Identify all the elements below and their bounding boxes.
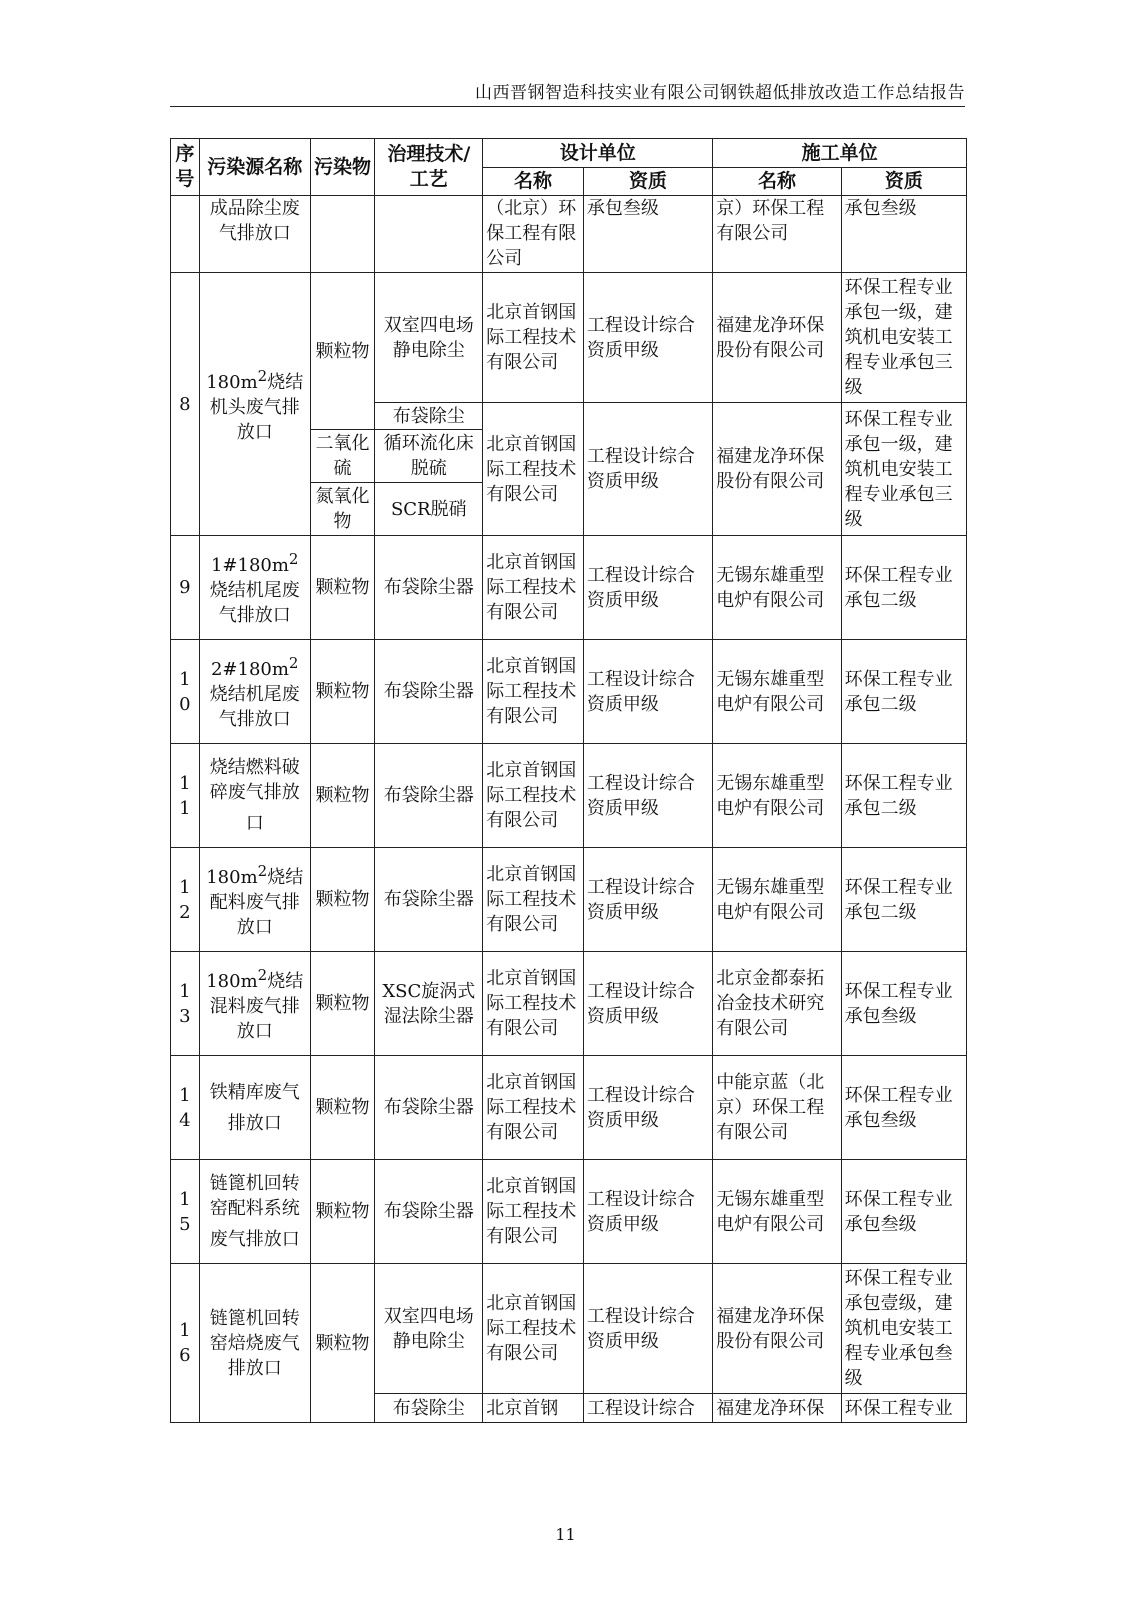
cell-tech: 双室四电场静电除尘 (375, 273, 483, 403)
cell-design-name: （北京）环保工程有限公司 (483, 196, 584, 273)
page-number: 11 (555, 1525, 576, 1544)
cell-design-qual: 工程设计综合资质甲级 (583, 640, 712, 744)
cell-seq: 14 (171, 1056, 200, 1160)
cell-pollutant: 二氧化硫 (310, 430, 375, 483)
cell-tech: 布袋除尘 (375, 1394, 483, 1423)
cell-cons-qual: 环保工程专业承包一级，建筑机电安装工程专业承包三级 (841, 403, 966, 536)
cell-seq: 15 (171, 1160, 200, 1264)
cell-pollutant: 颗粒物 (310, 744, 375, 848)
cell-design-name: 北京首钢国际工程技术有限公司 (483, 1264, 584, 1394)
cell-pollutant: 氮氧化物 (310, 483, 375, 536)
cell-source: $2\#180m^2$烧结机尾废气排放口 (199, 640, 310, 744)
cell-cons-qual: 环保工程专业承包二级 (841, 536, 966, 640)
cell-design-qual: 工程设计综合资质甲级 (583, 1056, 712, 1160)
emission-control-table (170, 138, 967, 1423)
cell-cons-qual: 环保工程专业 (841, 1394, 966, 1423)
cell-design-qual: 工程设计综合资质甲级 (583, 744, 712, 848)
table-row (171, 273, 967, 403)
cell-cons-name: 京）环保工程有限公司 (713, 196, 841, 273)
header-design-name: 名称 (483, 168, 584, 196)
cell-pollutant: 颗粒物 (310, 1160, 375, 1264)
cell-design-name: 北京首钢国际工程技术有限公司 (483, 273, 584, 403)
header-design-unit: 设计单位 (483, 139, 713, 168)
cell-tech: 布袋除尘 (375, 403, 483, 430)
header-design-qual: 资质 (583, 168, 712, 196)
header-cons-name: 名称 (713, 168, 841, 196)
cell-source: $180m^2$烧结机头废气排放口 (199, 273, 310, 536)
cell-design-name: 北京首钢国际工程技术有限公司 (483, 848, 584, 952)
header-construction-unit: 施工单位 (713, 139, 967, 168)
cell-design-qual: 工程设计综合资质甲级 (583, 1160, 712, 1264)
cell-source: $180m^2$烧结混料废气排放口 (199, 952, 310, 1056)
cell-cons-qual: 环保工程专业承包二级 (841, 744, 966, 848)
header-cons-qual: 资质 (841, 168, 966, 196)
cell-design-qual: 工程设计综合资质甲级 (583, 848, 712, 952)
cell-design-qual: 工程设计综合资质甲级 (583, 952, 712, 1056)
header-rule (170, 106, 965, 107)
cell-design-qual: 工程设计综合资质甲级 (583, 273, 712, 403)
cell-design-name: 北京首钢国际工程技术有限公司 (483, 952, 584, 1056)
cell-seq: 16 (171, 1264, 200, 1423)
table-row (171, 744, 967, 848)
cell-tech: 双室四电场静电除尘 (375, 1264, 483, 1394)
cell-design-qual: 工程设计综合资质甲级 (583, 1264, 712, 1394)
header-seq: 序号 (171, 139, 200, 196)
cell-design-qual: 承包叁级 (583, 196, 712, 273)
cell-cons-name: 中能京蓝（北京）环保工程有限公司 (713, 1056, 841, 1160)
header-source: 污染源名称 (199, 139, 310, 196)
table-row (171, 196, 967, 273)
cell-pollutant: 颗粒物 (310, 640, 375, 744)
cell-design-name: 北京首钢国际工程技术有限公司 (483, 1160, 584, 1264)
cell-seq: 13 (171, 952, 200, 1056)
cell-seq: 11 (171, 744, 200, 848)
cell-cons-name: 无锡东雄重型电炉有限公司 (713, 744, 841, 848)
cell-tech: 循环流化床脱硫 (375, 430, 483, 483)
cell-tech: XSC旋涡式湿法除尘器 (375, 952, 483, 1056)
cell-cons-name: 福建龙净环保股份有限公司 (713, 1264, 841, 1394)
cell-source: 成品除尘废气排放口 (199, 196, 310, 273)
cell-pollutant: 颗粒物 (310, 273, 375, 430)
cell-cons-name: 北京金都泰拓冶金技术研究有限公司 (713, 952, 841, 1056)
cell-cons-qual: 环保工程专业承包二级 (841, 848, 966, 952)
cell-seq: 9 (171, 536, 200, 640)
cell-tech: 布袋除尘器 (375, 640, 483, 744)
cell-source: 烧结燃料破碎废气排放口 (199, 744, 310, 848)
cell-cons-qual: 承包叁级 (841, 196, 966, 273)
cell-design-name: 北京首钢国际工程技术有限公司 (483, 403, 584, 536)
cell-tech: 布袋除尘器 (375, 848, 483, 952)
cell-pollutant: 颗粒物 (310, 1264, 375, 1423)
cell-pollutant: 颗粒物 (310, 952, 375, 1056)
cell-cons-name: 无锡东雄重型电炉有限公司 (713, 848, 841, 952)
cell-design-name: 北京首钢 (483, 1394, 584, 1423)
cell-cons-qual: 环保工程专业承包叁级 (841, 1056, 966, 1160)
cell-cons-qual: 环保工程专业承包二级 (841, 640, 966, 744)
cell-cons-name: 福建龙净环保股份有限公司 (713, 273, 841, 403)
cell-cons-name: 无锡东雄重型电炉有限公司 (713, 1160, 841, 1264)
cell-source: 链篦机回转窑配料系统废气排放口 (199, 1160, 310, 1264)
table-row (171, 848, 967, 952)
cell-tech: 布袋除尘器 (375, 744, 483, 848)
table-row (171, 952, 967, 1056)
table-row (171, 1056, 967, 1160)
cell-cons-name: 无锡东雄重型电炉有限公司 (713, 536, 841, 640)
table-row (171, 1160, 967, 1264)
cell-design-name: 北京首钢国际工程技术有限公司 (483, 640, 584, 744)
page-header-title: 山西晋钢智造科技实业有限公司钢铁超低排放改造工作总结报告 (475, 83, 965, 103)
cell-tech: 布袋除尘器 (375, 536, 483, 640)
cell-tech: 布袋除尘器 (375, 1056, 483, 1160)
cell-design-name: 北京首钢国际工程技术有限公司 (483, 536, 584, 640)
cell-cons-name: 无锡东雄重型电炉有限公司 (713, 640, 841, 744)
cell-source: 铁精库废气排放口 (199, 1056, 310, 1160)
cell-source: 链篦机回转窑焙烧废气排放口 (199, 1264, 310, 1423)
cell-design-qual: 工程设计综合资质甲级 (583, 403, 712, 536)
cell-pollutant: 颗粒物 (310, 536, 375, 640)
cell-pollutant: 颗粒物 (310, 1056, 375, 1160)
cell-cons-qual: 环保工程专业承包叁级 (841, 1160, 966, 1264)
cell-seq: 12 (171, 848, 200, 952)
cell-cons-qual: 环保工程专业承包壹级，建筑机电安装工程专业承包叁级 (841, 1264, 966, 1394)
cell-cons-qual: 环保工程专业承包叁级 (841, 952, 966, 1056)
cell-tech: SCR脱硝 (375, 483, 483, 536)
cell-pollutant: 颗粒物 (310, 848, 375, 952)
cell-seq: 10 (171, 640, 200, 744)
cell-tech: 布袋除尘器 (375, 1160, 483, 1264)
table-row (171, 640, 967, 744)
cell-cons-name: 福建龙净环保股份有限公司 (713, 403, 841, 536)
cell-source: $1\#180m^2$烧结机尾废气排放口 (199, 536, 310, 640)
cell-design-name: 北京首钢国际工程技术有限公司 (483, 1056, 584, 1160)
cell-design-name: 北京首钢国际工程技术有限公司 (483, 744, 584, 848)
header-tech: 治理技术/工艺 (375, 139, 483, 196)
cell-cons-name: 福建龙净环保 (713, 1394, 841, 1423)
cell-seq: 8 (171, 273, 200, 536)
table-row (171, 1264, 967, 1394)
table-row (171, 536, 967, 640)
cell-design-qual: 工程设计综合资质甲级 (583, 536, 712, 640)
header-pollutant: 污染物 (310, 139, 375, 196)
cell-design-qual: 工程设计综合 (583, 1394, 712, 1423)
cell-source: $180m^2$烧结配料废气排放口 (199, 848, 310, 952)
cell-cons-qual: 环保工程专业承包一级，建筑机电安装工程专业承包三级 (841, 273, 966, 403)
